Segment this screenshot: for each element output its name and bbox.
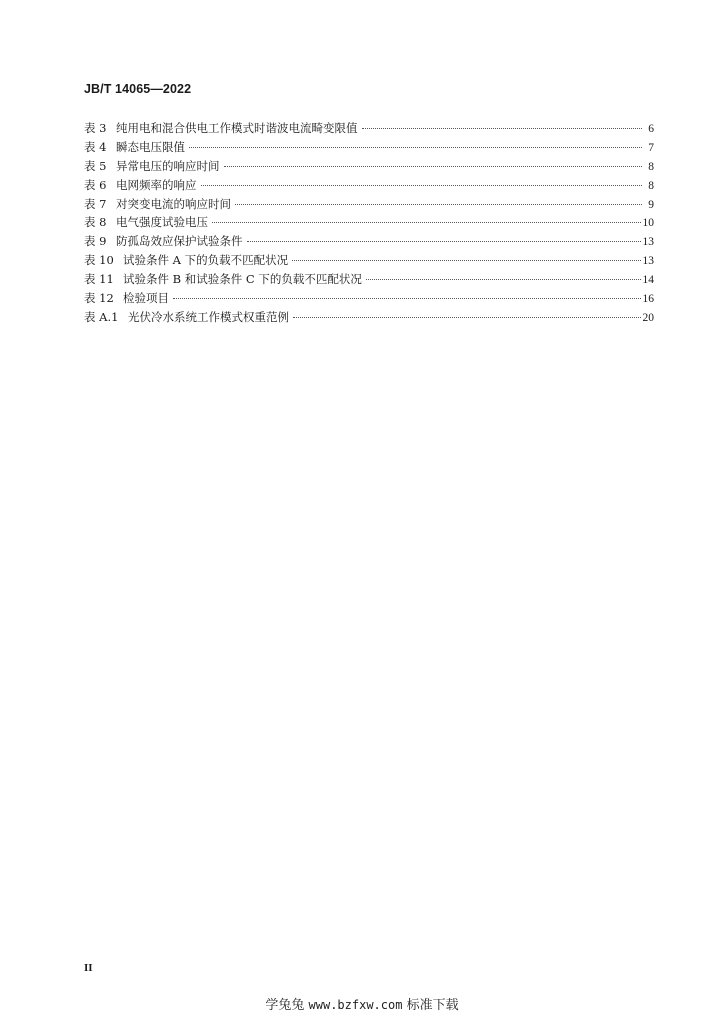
- toc-entry-title: 电气强度试验电压: [116, 215, 208, 230]
- toc-entry[interactable]: [84, 195, 654, 214]
- page-number: II: [84, 962, 93, 974]
- toc-entry-number: 表 9: [84, 234, 107, 249]
- toc-dot-leader: [212, 222, 641, 223]
- toc-entry[interactable]: [84, 308, 654, 327]
- toc-entry-title: 光伏冷水系统工作模式权重范例: [128, 309, 289, 324]
- toc-entry-number: 表 12: [84, 291, 114, 306]
- toc-entry-title: 对突变电流的响应时间: [116, 196, 231, 211]
- toc-entry-title: 检验项目: [123, 291, 169, 306]
- toc-entry-title: 试验条件 A 下的负载不匹配状况: [123, 253, 289, 268]
- toc-entry-page: 16: [642, 293, 654, 306]
- toc-entry[interactable]: [84, 289, 654, 308]
- toc-entry-page: 9: [648, 198, 654, 211]
- toc-dot-leader: [292, 260, 640, 261]
- toc-entry[interactable]: [84, 232, 654, 251]
- toc-dot-leader: [224, 166, 643, 167]
- toc-dot-leader: [293, 317, 641, 318]
- toc-entry-number: 表 6: [84, 177, 107, 192]
- toc-entry-number: 表 10: [84, 253, 114, 268]
- toc-entry-number: 表 8: [84, 215, 107, 230]
- toc-entry-page: 10: [642, 217, 654, 230]
- toc-entry-page: 13: [642, 255, 654, 268]
- toc-entry-title: 试验条件 B 和试验条件 C 下的负载不匹配状况: [123, 272, 362, 287]
- toc-dot-leader: [189, 147, 642, 148]
- toc-entry-number: 表 7: [84, 196, 107, 211]
- toc-dot-leader: [362, 128, 643, 129]
- toc-entry[interactable]: [84, 251, 654, 270]
- standard-code-header: JB/T 14065—2022: [84, 82, 192, 96]
- toc-entry[interactable]: [84, 157, 654, 176]
- toc-entry-title: 防孤岛效应保护试验条件: [116, 234, 243, 249]
- toc-entry[interactable]: [84, 176, 654, 195]
- toc-dot-leader: [173, 298, 641, 299]
- toc-entry-page: 13: [642, 236, 654, 249]
- toc-entry-title: 纯用电和混合供电工作模式时谐波电流畸变限值: [116, 121, 358, 135]
- footer-site-name: 学兔兔: [265, 998, 305, 1013]
- toc-entry-number: 表 11: [84, 272, 114, 287]
- footer-tagline: 标准下载: [406, 998, 459, 1013]
- toc-entry-page: 8: [648, 179, 654, 192]
- toc-entry-page: 8: [648, 160, 654, 173]
- toc-entry[interactable]: [84, 270, 654, 289]
- toc-entry-number: 表 5: [84, 158, 107, 173]
- toc-entry-number: 表 A.1: [84, 309, 119, 324]
- toc-entry-page: 20: [642, 311, 654, 324]
- toc-entry-title: 异常电压的响应时间: [116, 158, 220, 173]
- toc-entry[interactable]: [84, 119, 654, 138]
- toc-entry-number: 表 3: [84, 121, 107, 135]
- toc-entry-number: 表 4: [84, 139, 107, 154]
- footer-site-url[interactable]: www.bzfxw.com: [308, 998, 403, 1012]
- toc-entry[interactable]: [84, 138, 654, 157]
- toc-dot-leader: [247, 241, 641, 242]
- toc-entry-page: 7: [648, 141, 654, 154]
- toc-entry-page: 6: [648, 123, 654, 135]
- table-of-contents: [84, 119, 654, 327]
- toc-dot-leader: [366, 279, 641, 280]
- toc-entry-page: 14: [642, 274, 654, 287]
- footer-watermark: [0, 994, 724, 1013]
- toc-entry[interactable]: [84, 213, 654, 232]
- toc-dot-leader: [201, 185, 643, 186]
- toc-entry-title: 电网频率的响应: [116, 177, 197, 192]
- toc-dot-leader: [235, 204, 642, 205]
- toc-entry-title: 瞬态电压限值: [116, 139, 185, 154]
